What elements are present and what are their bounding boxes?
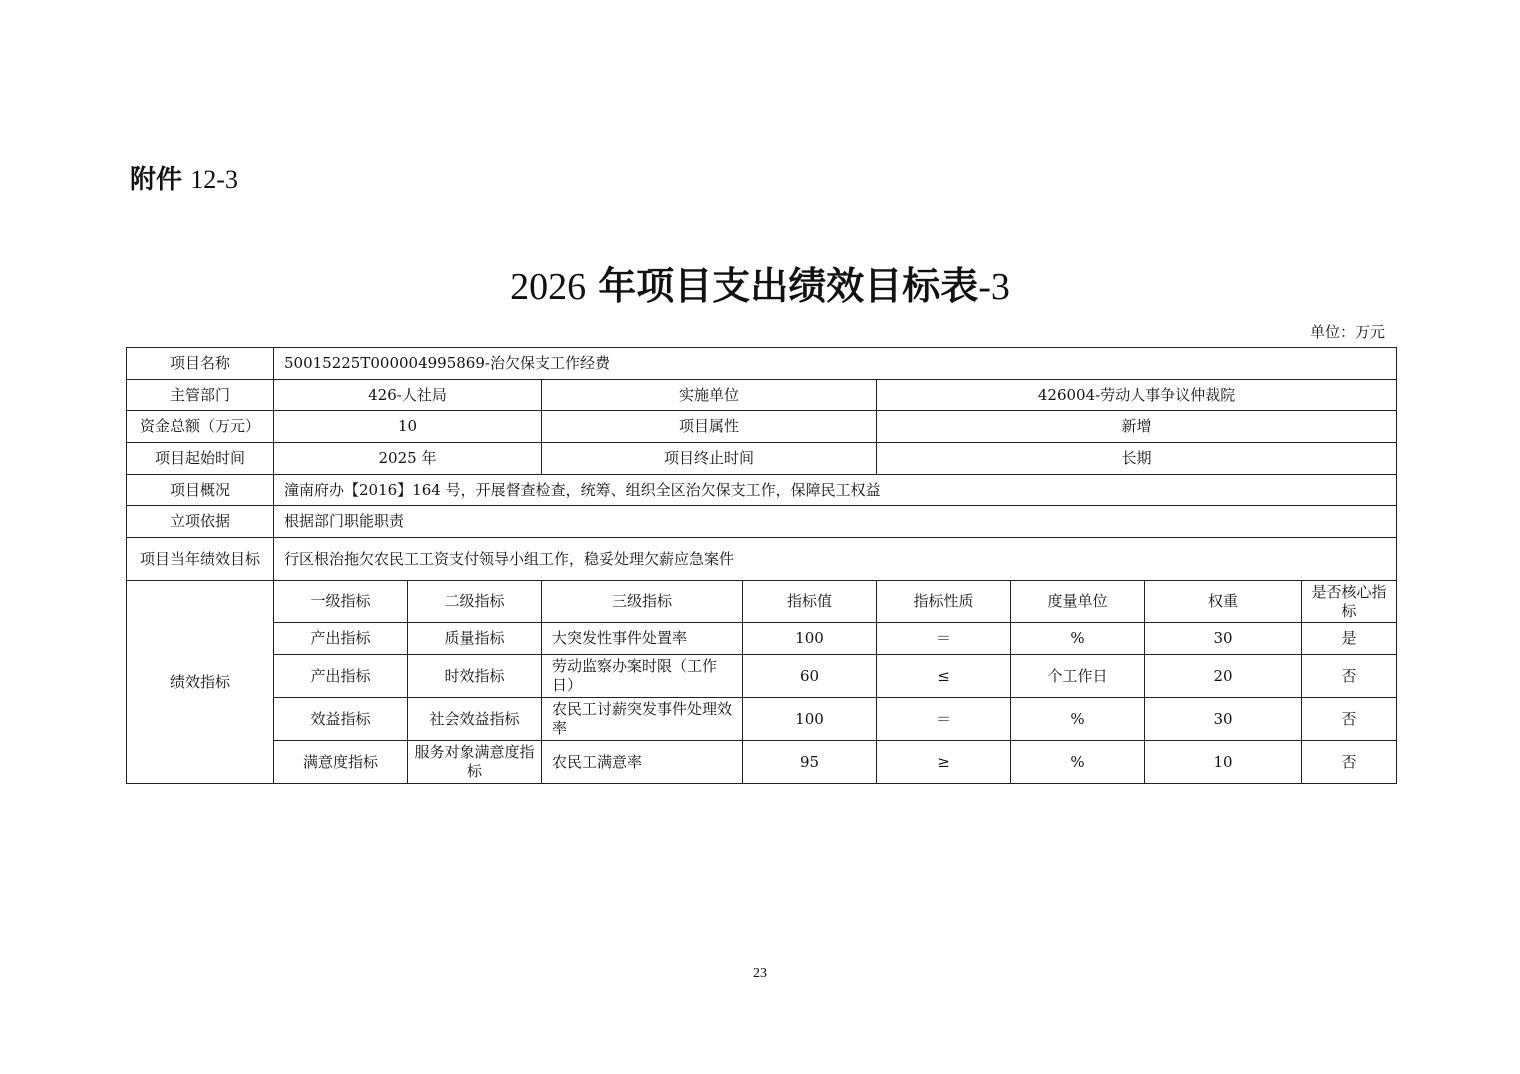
indicator-unit: % <box>1011 623 1145 655</box>
title-suffix: -3 <box>978 266 1010 308</box>
indicator-level3: 农民工满意率 <box>542 741 743 784</box>
indicator-value: 95 <box>743 741 877 784</box>
indicator-core: 是 <box>1302 623 1397 655</box>
unit-note: 单位：万元 <box>1309 323 1385 341</box>
indicator-level2: 社会效益指标 <box>408 698 542 741</box>
indicator-value: 60 <box>743 655 877 698</box>
overview-value: 潼南府办【2016】164 号，开展督查检查，统筹、组织全区治欠保支工作，保障民工权益 <box>274 475 1397 506</box>
fund-label: 资金总额（万元） <box>127 411 274 443</box>
attachment-word: 附件 <box>130 165 183 195</box>
end-value: 长期 <box>877 443 1397 475</box>
table-row <box>127 698 1397 741</box>
header-core: 是否核心指标 <box>1302 581 1397 623</box>
performance-target-table <box>126 347 1397 784</box>
start-label: 项目起始时间 <box>127 443 274 475</box>
indicator-core: 否 <box>1302 741 1397 784</box>
row-period <box>127 443 1397 475</box>
row-overview <box>127 475 1397 506</box>
indicator-level2: 时效指标 <box>408 655 542 698</box>
performance-section-label: 绩效指标 <box>127 581 274 784</box>
indicator-level2: 服务对象满意度指标 <box>408 741 542 784</box>
fund-value: 10 <box>274 411 542 443</box>
indicator-unit: 个工作日 <box>1011 655 1145 698</box>
row-fund <box>127 411 1397 443</box>
row-basis <box>127 506 1397 538</box>
indicator-unit: % <box>1011 698 1145 741</box>
start-value: 2025 年 <box>274 443 542 475</box>
indicator-level3: 劳动监察办案时限（工作日） <box>542 655 743 698</box>
indicator-unit: % <box>1011 741 1145 784</box>
dept-label: 主管部门 <box>127 380 274 411</box>
table-row <box>127 741 1397 784</box>
page-title <box>0 260 1520 313</box>
row-department <box>127 380 1397 411</box>
header-weight: 权重 <box>1145 581 1302 623</box>
indicator-nature: ≥ <box>877 741 1011 784</box>
indicator-nature: ＝ <box>877 698 1011 741</box>
indicator-level1: 产出指标 <box>274 623 408 655</box>
indicator-value: 100 <box>743 623 877 655</box>
indicator-level3: 大突发性事件处置率 <box>542 623 743 655</box>
title-text: 年项目支出绩效目标表 <box>598 264 979 308</box>
indicator-core: 否 <box>1302 655 1397 698</box>
indicator-value: 100 <box>743 698 877 741</box>
row-indicator-headers <box>127 581 1397 623</box>
indicator-level2: 质量指标 <box>408 623 542 655</box>
indicator-level3: 农民工讨薪突发事件处理效率 <box>542 698 743 741</box>
goal-label: 项目当年绩效目标 <box>127 538 274 581</box>
indicator-level1: 效益指标 <box>274 698 408 741</box>
header-level3: 三级指标 <box>542 581 743 623</box>
project-name-value: 50015225T000004995869-治欠保支工作经费 <box>274 348 1397 380</box>
attachment-number: 12-3 <box>190 165 238 194</box>
impl-value: 426004-劳动人事争议仲裁院 <box>877 380 1397 411</box>
table-row <box>127 623 1397 655</box>
dept-value: 426-人社局 <box>274 380 542 411</box>
header-value: 指标值 <box>743 581 877 623</box>
indicator-weight: 10 <box>1145 741 1302 784</box>
basis-label: 立项依据 <box>127 506 274 538</box>
indicator-level1: 满意度指标 <box>274 741 408 784</box>
header-nature: 指标性质 <box>877 581 1011 623</box>
title-year: 2026 <box>510 266 587 308</box>
indicator-core: 否 <box>1302 698 1397 741</box>
attr-label: 项目属性 <box>542 411 877 443</box>
basis-value: 根据部门职能职责 <box>274 506 1397 538</box>
end-label: 项目终止时间 <box>542 443 877 475</box>
page-number: 23 <box>753 966 767 981</box>
indicator-nature: ≤ <box>877 655 1011 698</box>
overview-label: 项目概况 <box>127 475 274 506</box>
impl-label: 实施单位 <box>542 380 877 411</box>
row-goal <box>127 538 1397 581</box>
attachment-label <box>130 162 238 198</box>
header-level2: 二级指标 <box>408 581 542 623</box>
header-unit: 度量单位 <box>1011 581 1145 623</box>
indicator-level1: 产出指标 <box>274 655 408 698</box>
project-name-label: 项目名称 <box>127 348 274 380</box>
table-row <box>127 655 1397 698</box>
header-level1: 一级指标 <box>274 581 408 623</box>
indicator-weight: 20 <box>1145 655 1302 698</box>
goal-value: 行区根治拖欠农民工工资支付领导小组工作，稳妥处理欠薪应急案件 <box>274 538 1397 581</box>
row-project-name <box>127 348 1397 380</box>
attr-value: 新增 <box>877 411 1397 443</box>
indicator-weight: 30 <box>1145 623 1302 655</box>
indicator-nature: ＝ <box>877 623 1011 655</box>
indicator-weight: 30 <box>1145 698 1302 741</box>
